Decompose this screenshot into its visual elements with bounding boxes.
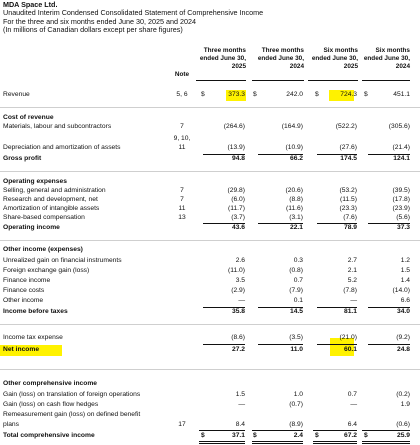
value-q2-2024: 2.4 — [293, 432, 303, 439]
value-h1-2024: 1.9 — [400, 401, 410, 408]
row-label: plans — [3, 421, 19, 428]
value-q2-2025: 37.1 — [231, 432, 245, 439]
col-header-line: 2024 — [395, 63, 410, 71]
value-h1-2024: 25.9 — [396, 432, 410, 439]
col-header-line: ended June 30, — [199, 55, 246, 63]
col-header-underline — [196, 80, 246, 81]
row-remeasurement-label — [0, 410, 420, 420]
col-header-line: ended June 30, — [363, 55, 410, 63]
row-label: Materials, labour and subcontractors — [3, 123, 112, 130]
value-h1-2024: (17.8) — [392, 196, 410, 203]
value-q2-2024: (0.8) — [289, 267, 303, 274]
value-h1-2025: 6.4 — [347, 421, 357, 428]
currency-symbol: $ — [201, 432, 205, 439]
row-translation-foreign-ops — [0, 390, 420, 400]
row-label: Income tax expense — [3, 334, 63, 341]
row-label: Net income — [3, 346, 40, 353]
value-q2-2025: (264.6) — [223, 123, 245, 130]
value-q2-2024: (3.5) — [289, 334, 303, 341]
value-h1-2024: (21.4) — [392, 144, 410, 151]
row-foreign-exchange — [0, 266, 420, 276]
value-h1-2024: 451.1 — [393, 91, 410, 98]
col-header-line: Three months — [203, 47, 246, 54]
row-note: 9, 10, — [173, 135, 191, 142]
currency-symbol: $ — [253, 432, 257, 439]
value-q2-2024: 14.5 — [289, 308, 303, 315]
company-name: MDA Space Ltd. — [3, 0, 58, 9]
row-total-comprehensive-income — [0, 431, 420, 441]
value-q2-2024: 0.3 — [293, 257, 303, 264]
col-header-line: Six months — [375, 47, 410, 54]
value-q2-2025: 27.2 — [231, 346, 245, 353]
row-note: 7 — [180, 187, 184, 194]
value-q2-2025: (8.6) — [231, 334, 245, 341]
section-divider — [0, 369, 420, 370]
value-q2-2024: (0.7) — [289, 401, 303, 408]
section-divider — [0, 240, 420, 241]
statement-header — [3, 1, 263, 35]
value-q2-2024: 11.0 — [290, 346, 303, 353]
value-q2-2025: (6.0) — [231, 196, 245, 203]
col-header-line: 2025 — [343, 63, 358, 71]
value-q2-2025: — — [238, 297, 245, 304]
value-q2-2024: 0.1 — [293, 297, 303, 304]
value-h1-2025: 67.2 — [343, 432, 357, 439]
col-header-line: ended June 30, — [311, 55, 358, 63]
value-h1-2025: 5.2 — [347, 277, 357, 284]
value-q2-2024: (3.1) — [289, 214, 303, 221]
value-h1-2025: — — [350, 401, 357, 408]
row-other-income — [0, 296, 420, 306]
currency-symbol: $ — [253, 91, 257, 98]
row-label: Revenue — [3, 91, 30, 98]
row-finance-income — [0, 276, 420, 286]
value-h1-2025: 78.9 — [343, 224, 357, 231]
row-note: 17 — [178, 421, 186, 428]
value-h1-2025: 0.7 — [347, 391, 357, 398]
value-q2-2025: 35.8 — [231, 308, 245, 315]
value-h1-2024: (0.6) — [396, 421, 410, 428]
row-net-income — [0, 345, 420, 355]
value-h1-2025: (27.6) — [339, 144, 357, 151]
row-income-tax-expense — [0, 333, 420, 343]
value-q2-2024: 66.2 — [289, 155, 303, 162]
value-q2-2025: 43.6 — [231, 224, 245, 231]
currency-symbol: $ — [364, 432, 368, 439]
value-h1-2024: (14.0) — [392, 287, 410, 294]
col-header-h1-2024 — [362, 47, 410, 72]
col-header-underline — [308, 80, 358, 81]
value-h1-2025: (23.3) — [339, 205, 357, 212]
row-label: Share-based compensation — [3, 214, 85, 221]
row-label: Selling, general and administration — [3, 187, 106, 194]
row-note: 7 — [180, 196, 184, 203]
value-h1-2024: (5.6) — [396, 214, 410, 221]
section-title: Operating expenses — [3, 178, 67, 185]
value-q2-2025: (3.7) — [231, 214, 245, 221]
value-q2-2025: (2.9) — [231, 287, 245, 294]
statement-period: For the three and six months ended June 30, 2025 and 2024 — [3, 16, 197, 26]
total-double-underline — [313, 441, 357, 444]
value-q2-2025: 94.8 — [231, 155, 245, 162]
value-h1-2024: (0.2) — [396, 391, 410, 398]
value-h1-2024: 34.0 — [396, 308, 410, 315]
row-remeasurement-plans — [0, 420, 420, 430]
value-h1-2025: 724.3 — [340, 91, 357, 98]
row-label: Gain (loss) on translation of foreign operations — [3, 391, 141, 398]
total-double-underline — [252, 441, 303, 444]
col-header-q2-2025 — [196, 47, 246, 72]
value-h1-2024: 1.5 — [400, 267, 410, 274]
value-q2-2025: (11.0) — [228, 267, 245, 274]
value-h1-2025: 81.1 — [343, 308, 357, 315]
row-share-based-compensation — [0, 213, 420, 223]
row-label: Remeasurement gain (loss) on defined benefit — [3, 411, 141, 418]
row-label: Operating income — [3, 224, 60, 231]
row-income-before-taxes — [0, 307, 420, 317]
value-q2-2024: (20.6) — [285, 187, 303, 194]
col-header-underline — [252, 80, 304, 81]
col-header-q2-2024 — [252, 47, 304, 72]
value-q2-2024: (7.9) — [289, 287, 303, 294]
value-q2-2024: (11.6) — [286, 205, 303, 212]
value-h1-2025: 2.7 — [347, 257, 357, 264]
row-label: Gain (loss) on cash flow hedges — [3, 401, 99, 408]
statement-title: Unaudited Interim Condensed Consolidated Statement of Comprehensive Income — [3, 8, 264, 18]
value-h1-2025: (522.2) — [335, 123, 357, 130]
col-header-line: ended June 30, — [257, 55, 304, 63]
currency-symbol: $ — [201, 91, 205, 98]
row-label: Research and development, net — [3, 196, 98, 203]
value-h1-2024: 6.6 — [400, 297, 410, 304]
row-label: Gross profit — [3, 155, 42, 162]
col-header-line: 2025 — [231, 63, 246, 71]
section-other-comprehensive-income — [0, 379, 420, 389]
col-header-h1-2025 — [308, 47, 358, 72]
value-q2-2024: 0.7 — [293, 277, 303, 284]
section-divider — [0, 171, 420, 172]
section-title: Other income (expenses) — [3, 246, 83, 253]
value-h1-2025: (21.0) — [339, 334, 357, 341]
value-q2-2025: 8.4 — [235, 421, 245, 428]
total-double-underline — [362, 441, 410, 444]
row-depreciation — [0, 143, 420, 153]
section-other-income — [0, 245, 420, 255]
value-q2-2025: (11.7) — [228, 205, 245, 212]
value-q2-2025: (29.8) — [227, 187, 245, 194]
value-h1-2025: 60.1 — [343, 346, 357, 353]
row-label: Income before taxes — [3, 308, 68, 315]
value-q2-2025: 3.5 — [235, 277, 245, 284]
note-header: Note — [174, 71, 190, 78]
col-header-line: Six months — [323, 47, 358, 54]
col-header-line: Three months — [261, 47, 304, 54]
row-label: Unrealized gain on financial instruments — [3, 257, 122, 264]
value-q2-2024: (8.8) — [289, 196, 303, 203]
value-q2-2025: (13.9) — [227, 144, 245, 151]
row-label: Finance income — [3, 277, 51, 284]
value-h1-2024: (23.9) — [392, 205, 410, 212]
value-h1-2025: (7.6) — [343, 214, 357, 221]
row-note: 11 — [178, 144, 186, 151]
row-label: Other income — [3, 297, 44, 304]
section-title: Other comprehensive income — [3, 380, 98, 387]
row-note: 13 — [178, 214, 186, 221]
value-h1-2024: (305.6) — [388, 123, 410, 130]
value-q2-2025: — — [238, 401, 245, 408]
value-q2-2025: 2.6 — [235, 257, 245, 264]
row-note: 5, 6 — [176, 91, 188, 98]
row-operating-income — [0, 223, 420, 233]
value-h1-2024: 24.8 — [396, 346, 410, 353]
value-h1-2025: 2.1 — [347, 267, 357, 274]
value-q2-2025: 1.5 — [235, 391, 245, 398]
row-unrealized-gain — [0, 256, 420, 266]
row-cash-flow-hedges — [0, 400, 420, 410]
value-h1-2024: 1.2 — [400, 257, 410, 264]
row-note: 11 — [178, 205, 186, 212]
value-q2-2024: (8.9) — [289, 421, 303, 428]
row-label: Depreciation and amortization of assets — [3, 144, 121, 151]
value-h1-2024: 124.1 — [393, 155, 410, 162]
row-label: Finance costs — [3, 287, 45, 294]
row-revenue — [0, 90, 420, 100]
col-header-underline — [362, 80, 410, 81]
total-double-underline — [199, 441, 245, 444]
row-note: 7 — [180, 123, 184, 130]
value-h1-2024: 1.4 — [400, 277, 410, 284]
value-h1-2025: 174.5 — [340, 155, 357, 162]
value-h1-2025: (11.5) — [340, 196, 357, 203]
col-header-line: 2024 — [289, 63, 304, 71]
value-q2-2024: 22.1 — [289, 224, 303, 231]
value-q2-2025: 373.3 — [228, 91, 245, 98]
value-h1-2025: (7.8) — [343, 287, 357, 294]
currency-symbol: $ — [364, 91, 368, 98]
value-q2-2024: (10.9) — [285, 144, 303, 151]
section-divider — [0, 107, 420, 108]
value-h1-2025: — — [350, 297, 357, 304]
section-title: Cost of revenue — [3, 114, 54, 121]
value-h1-2025: (53.2) — [339, 187, 357, 194]
row-label: Amortization of intangible assets — [3, 205, 100, 212]
value-h1-2024: (9.2) — [396, 334, 410, 341]
value-q2-2024: 1.0 — [293, 391, 303, 398]
row-label: Foreign exchange gain (loss) — [3, 267, 90, 274]
currency-symbol: $ — [315, 432, 319, 439]
row-gross-profit — [0, 154, 420, 164]
section-divider — [0, 324, 420, 325]
statement-units: (In millions of Canadian dollars except per share figures) — [3, 25, 183, 35]
value-h1-2024: 37.3 — [396, 224, 410, 231]
value-h1-2024: (39.5) — [392, 187, 410, 194]
value-q2-2024: (164.9) — [281, 123, 303, 130]
row-materials — [0, 122, 420, 132]
row-finance-costs — [0, 286, 420, 296]
currency-symbol: $ — [315, 91, 319, 98]
value-q2-2024: 242.0 — [286, 91, 303, 98]
row-label: Total comprehensive income — [3, 432, 95, 439]
